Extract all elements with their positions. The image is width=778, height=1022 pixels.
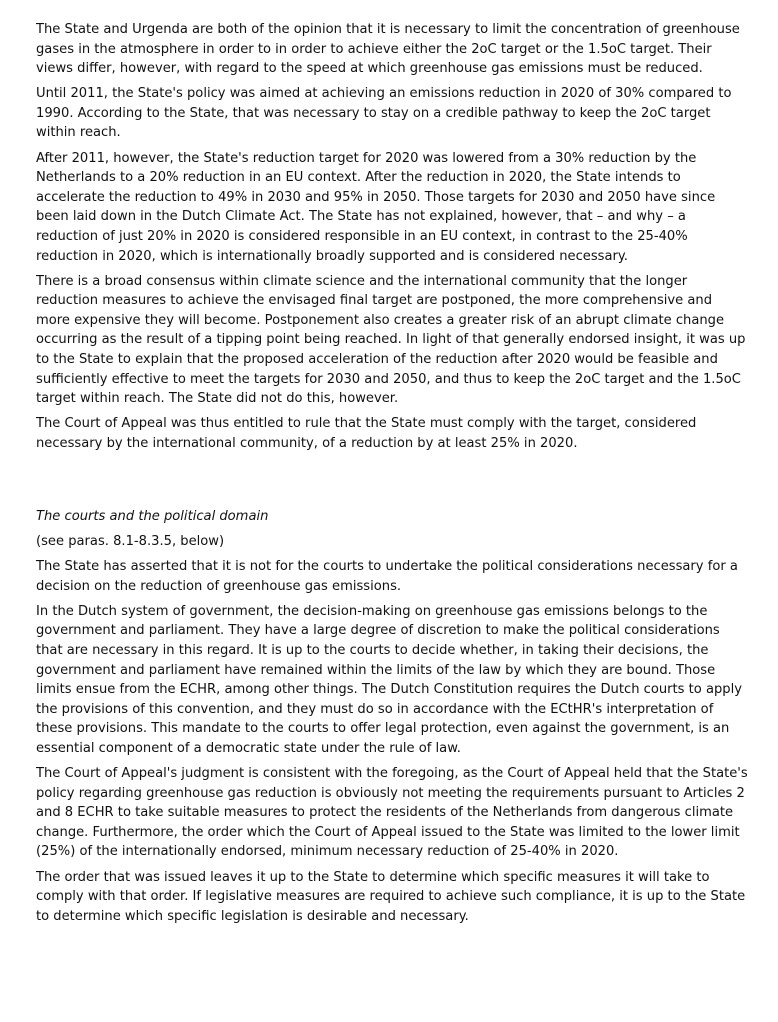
section-heading: The courts and the political domain [36,508,269,524]
document-body [36,20,748,932]
paragraph: The State and Urgenda are both of the opinion that it is necessary to limit the concentration of greenhouse gases in the atmosphere in order to in order to achieve either the 2oC target or the 1.5oC target. Their views differ, however, with regard to the speed at which greenhouse gas emissions must be reduced. [36,22,740,77]
paragraph: After 2011, however, the State's reduction target for 2020 was lowered from a 30% reduction by the Netherlands to a 20% reduction in an EU context. After the reduction in 2020, the State intends to accelerate the reduction to 49% in 2030 and 95% in 2050. Those targets for 2030 and 2050 have since been laid down in the Dutch Climate Act. The State has not explained, however, that – and why – a reduction of just 20% in 2020 is considered responsible in an EU context, in contrast to the 25-40% reduction in 2020, which is internationally broadly supported and is considered necessary. [36,150,716,264]
section-reference: (see paras. 8.1-8.3.5, below) [36,534,225,550]
section-emission-targets [36,20,748,453]
paragraph: The Court of Appeal was thus entitled to rule that the State must comply with the target, considered necessary by the international community, of a reduction by at least 25% in 2020. [36,416,697,451]
section-courts-political-domain [36,507,748,926]
paragraph: Until 2011, the State's policy was aimed at achieving an emissions reduction in 2020 of 30% compared to 1990. According to the State, that was necessary to stay on a credible pathway to keep the 2oC target within reach. [36,86,732,141]
paragraph: The State has asserted that it is not for the courts to undertake the political considerations necessary for a decision on the reduction of greenhouse gas emissions. [36,559,738,594]
paragraph: There is a broad consensus within climate science and the international community that the longer reduction measures to achieve the envisaged final target are postponed, the more comprehensive and more expensive they will become. Postponement also creates a greater risk of an abrupt climate change occurring as the result of a tipping point being reached. In light of that generally endorsed insight, it was up to the State to explain that the proposed acceleration of the reduction after 2020 would be feasible and sufficiently effective to meet the targets for 2030 and 2050, and thus to keep the 2oC target and the 1.5oC target within reach. The State did not do this, however. [36,273,746,407]
paragraph: The order that was issued leaves it up to the State to determine which specific measures it will take to comply with that order. If legislative measures are required to achieve such compliance, it is up to the State to determine which specific legislation is desirable and necessary. [36,869,746,924]
paragraph: In the Dutch system of government, the decision-making on greenhouse gas emissions belongs to the government and parliament. They have a large degree of discretion to make the political considerations that are necessary in this regard. It is up to the courts to decide whether, in taking their decisions, the government and parliament have remained within the limits of the law by which they are bound. Those limits ensue from the ECHR, among other things. The Dutch Constitution requires the Dutch courts to apply the provisions of this convention, and they must do so in accordance with the ECtHR's interpretation of these provisions. This mandate to the courts to offer legal protection, even against the government, is an essential component of a democratic state under the rule of law. [36,603,743,756]
paragraph: The Court of Appeal's judgment is consistent with the foregoing, as the Court of Appeal held that the State's policy regarding greenhouse gas reduction is obviously not meeting the requirements pursuant to Articles 2 and 8 ECHR to take suitable measures to protect the residents of the Netherlands from dangerous climate change. Furthermore, the order which the Court of Appeal issued to the State was limited to the lower limit (25%) of the internationally endorsed, minimum necessary reduction of 25-40% in 2020. [36,766,748,860]
section-spacer [36,459,748,507]
